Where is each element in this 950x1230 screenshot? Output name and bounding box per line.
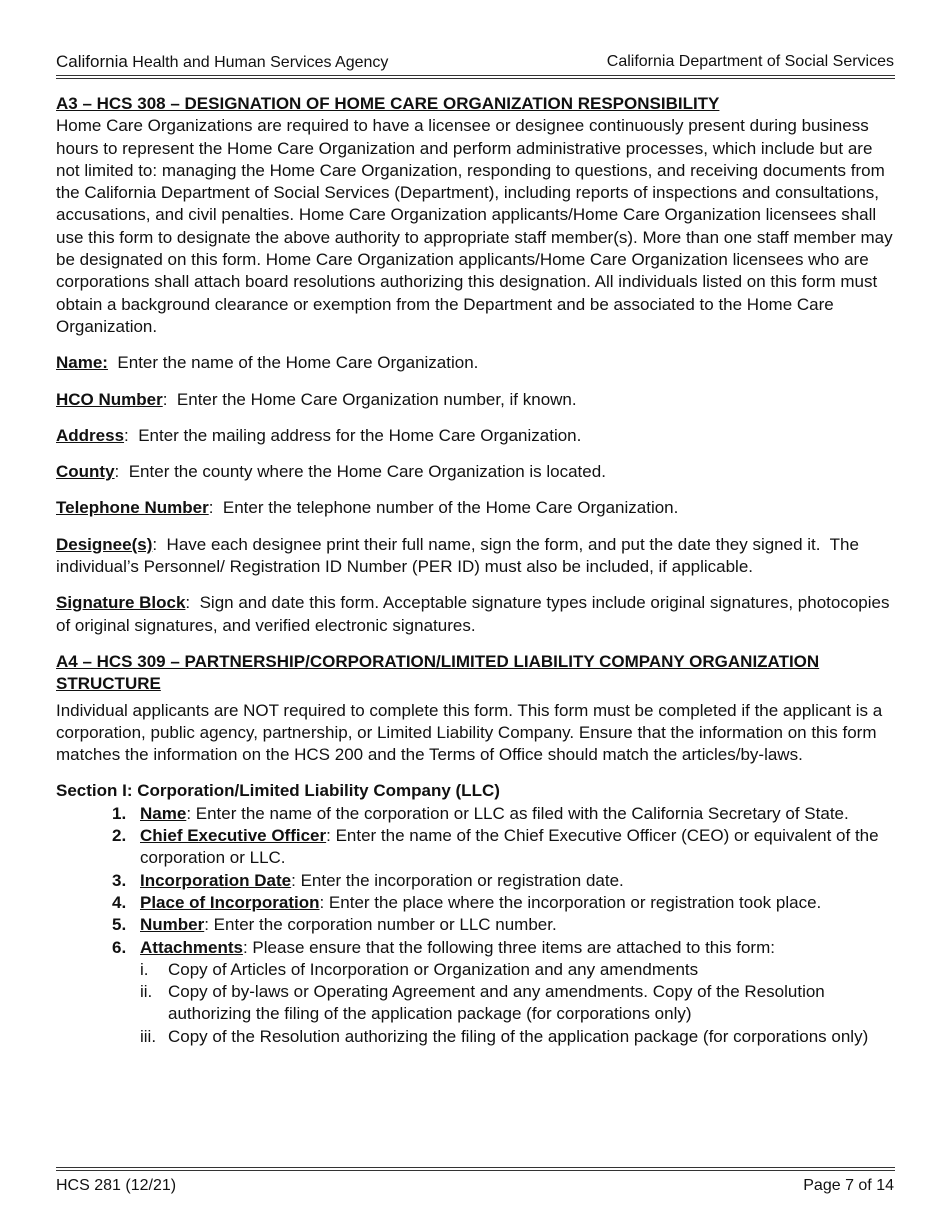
a4-heading: A4 – HCS 309 – PARTNERSHIP/CORPORATION/LIMITED LIABILITY COMPANY ORGANIZATION STRUCTURE bbox=[56, 651, 820, 694]
field-name bbox=[56, 352, 896, 374]
attachment-number: iii. bbox=[140, 1026, 157, 1046]
item-text: : Enter the name of the corporation or LLC as filed with the California Secretary of State. bbox=[186, 803, 849, 823]
field-label: Name: bbox=[56, 353, 108, 373]
a3-intro: Home Care Organizations are required to have a licensee or designee continuously present during business hours to represent the Home Care Organization and perform administrative processes, which include but are not limited to: managing the Home Care Organization, responding to questions, and receiving documents from the California Department of Social Services (Department), including reports of inspections and consultations, accusations, and civil penalties. Home Care Organization applicants/Home Care Organization licensees shall use this form to designate the above authority to appropriate staff member(s). More than one staff member may be designated on this form. Home Care Organization applicants/Home Care Organization licensees who are corporations shall attach board resolutions authorizing this designation. All individuals listed on this form must obtain a background clearance or exemption from the Department and be associated to the Home Care Organization. bbox=[56, 116, 893, 336]
attachment-item bbox=[56, 1026, 896, 1048]
item-number: 5. bbox=[112, 915, 127, 935]
item-label: Chief Executive Officer bbox=[140, 826, 327, 846]
item-text: : Enter the place where the incorporation or registration took place. bbox=[319, 892, 822, 912]
item-label: Name bbox=[140, 803, 187, 823]
field-text: : Sign and date this form. Acceptable signature types include original signatures, photocopies of original signatures, and verified electronic signatures. bbox=[56, 593, 895, 635]
section-items bbox=[56, 803, 896, 959]
attachment-number: i. bbox=[140, 959, 149, 979]
field-label: Address bbox=[56, 425, 125, 445]
state-name: California bbox=[56, 52, 128, 71]
item-number: 2. bbox=[112, 826, 127, 846]
item-text: : Enter the name of the Chief Executive Officer (CEO) or equivalent of the corporation or LLC. bbox=[140, 826, 879, 868]
item-label: Incorporation Date bbox=[140, 870, 292, 890]
footer-rule-2 bbox=[56, 1170, 895, 1171]
attachment-text: Copy of the Resolution authorizing the filing of the application package (for corporations only) bbox=[168, 1026, 869, 1046]
list-item bbox=[56, 937, 896, 959]
item-text: : Enter the corporation number or LLC number. bbox=[204, 915, 557, 935]
field-designees bbox=[56, 534, 896, 579]
item-text: : Please ensure that the following three items are attached to this form: bbox=[242, 937, 775, 957]
header-rule-1 bbox=[56, 75, 895, 76]
field-telephone bbox=[56, 497, 896, 519]
document-body bbox=[56, 93, 896, 1048]
list-item bbox=[56, 914, 896, 936]
a3-heading: A3 – HCS 308 – DESIGNATION OF HOME CARE ORGANIZATION RESPONSIBILITY bbox=[56, 94, 720, 113]
form-id: HCS 281 (12/21) bbox=[56, 1177, 177, 1194]
attachment-item bbox=[56, 959, 896, 981]
item-text: : Enter the incorporation or registration date. bbox=[291, 870, 624, 890]
field-text: Enter the name of the Home Care Organization. bbox=[107, 353, 479, 373]
attachment-number: ii. bbox=[140, 982, 153, 1002]
list-item bbox=[56, 825, 896, 870]
field-text: : Enter the county where the Home Care Organization is located. bbox=[114, 462, 606, 482]
item-label: Place of Incorporation bbox=[140, 892, 320, 912]
list-item bbox=[56, 892, 896, 914]
attachment-text: Copy of by-laws or Operating Agreement and any amendments. Copy of the Resolution authorizing the filing of the application package (for corporations only) bbox=[168, 982, 825, 1024]
field-label: Signature Block bbox=[56, 593, 186, 613]
item-number: 1. bbox=[112, 803, 127, 823]
attachments-list bbox=[56, 959, 896, 1048]
field-label: HCO Number bbox=[56, 389, 163, 409]
field-hco-number bbox=[56, 389, 896, 411]
field-address bbox=[56, 425, 896, 447]
field-label: County bbox=[56, 462, 115, 482]
field-text: : Have each designee print their full name, sign the form, and put the date they signed it. The individual’s Personnel/ Registration ID Number (PER ID) must also be included, if applicable. bbox=[56, 534, 864, 577]
list-item bbox=[56, 803, 896, 825]
field-county bbox=[56, 461, 896, 483]
agency-label: Health and Human Services Agency bbox=[132, 54, 389, 71]
item-number: 3. bbox=[112, 870, 127, 890]
attachment-text: Copy of Articles of Incorporation or Organization and any amendments bbox=[168, 959, 699, 979]
header-rule-2 bbox=[56, 78, 895, 79]
field-label: Telephone Number bbox=[56, 498, 209, 518]
section-title: Section I: Corporation/Limited Liability Company (LLC) bbox=[56, 781, 500, 801]
item-number: 4. bbox=[112, 892, 127, 912]
footer-rule-1 bbox=[56, 1167, 895, 1168]
department-name: California Department of Social Services bbox=[606, 53, 894, 70]
field-label: Designee(s) bbox=[56, 534, 153, 554]
agency-name bbox=[56, 52, 388, 73]
item-label: Attachments bbox=[140, 937, 243, 957]
field-text: : Enter the telephone number of the Home Care Organization. bbox=[208, 498, 679, 518]
field-text: : Enter the mailing address for the Home Care Organization. bbox=[124, 425, 582, 445]
attachment-item bbox=[56, 981, 896, 1026]
page-number: Page 7 of 14 bbox=[803, 1177, 894, 1194]
item-label: Number bbox=[140, 915, 205, 935]
field-signature-block bbox=[56, 592, 896, 637]
item-number: 6. bbox=[112, 937, 127, 957]
list-item bbox=[56, 870, 896, 892]
field-text: : Enter the Home Care Organization number, if known. bbox=[162, 389, 577, 409]
a4-intro: Individual applicants are NOT required to complete this form. This form must be completed if the applicant is a corporation, public agency, partnership, or Limited Liability Company. Ensure that the information on this form matches the information on the HCS 200 and the Terms of Office should match the articles/by-laws. bbox=[56, 700, 883, 765]
